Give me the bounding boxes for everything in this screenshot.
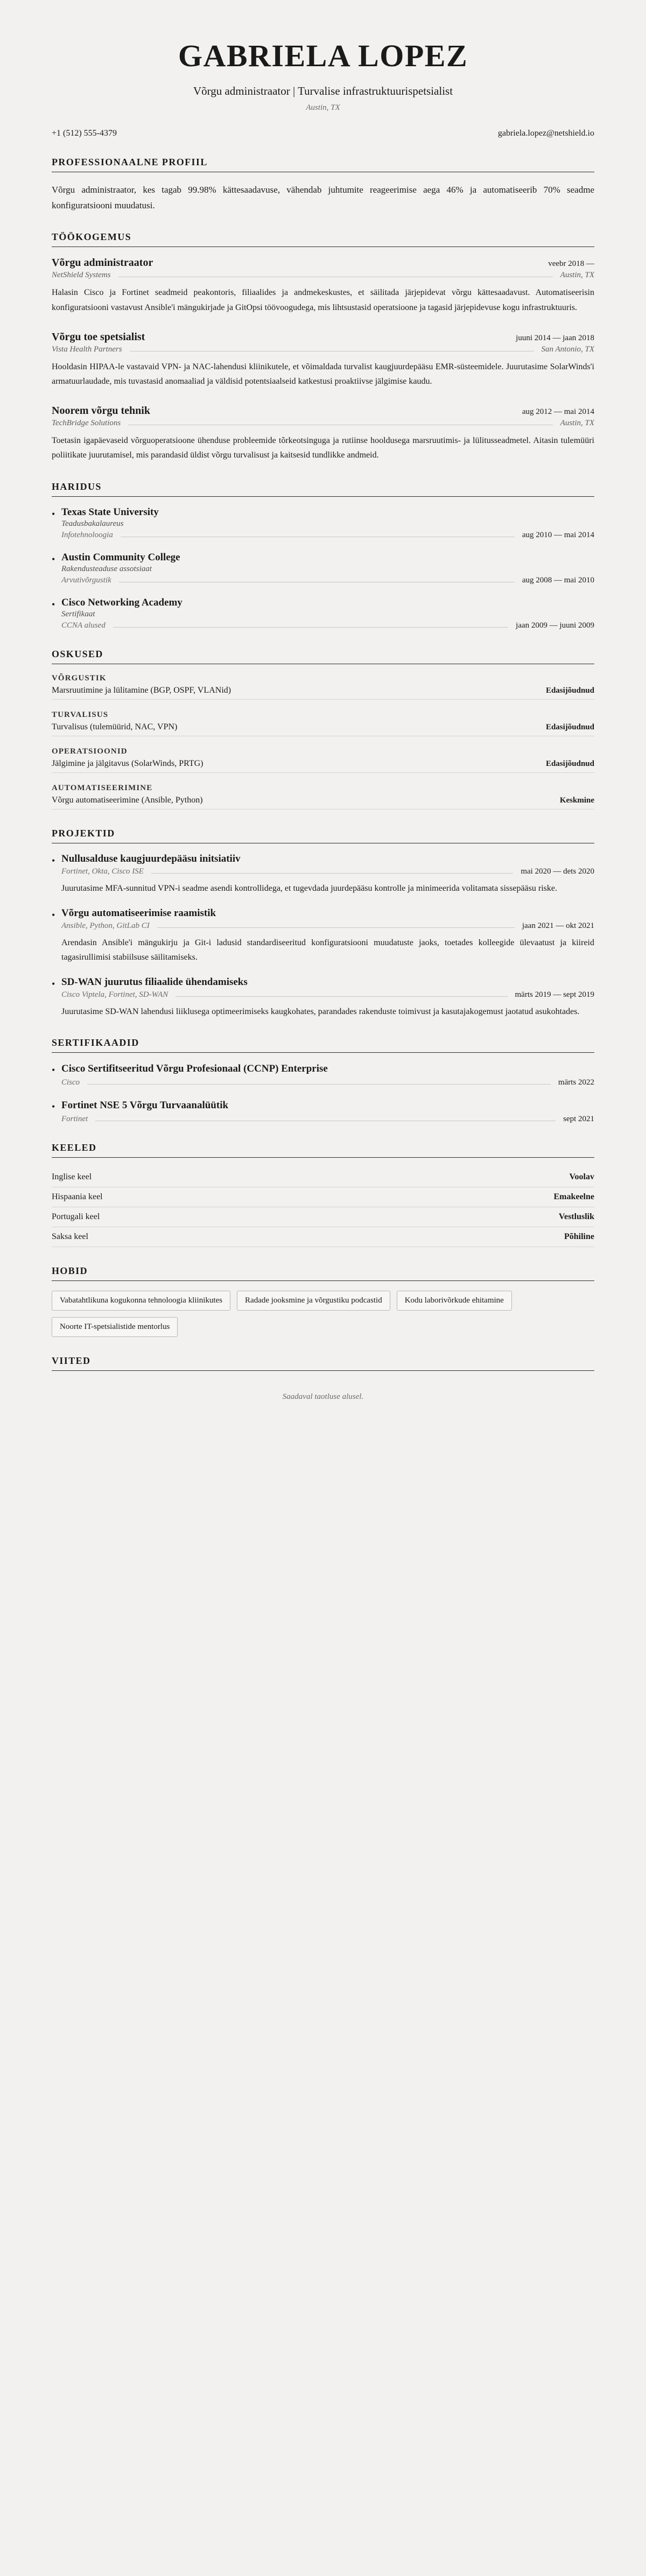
project-item: [52, 907, 594, 965]
job-title: Noorem võrgu tehnik: [52, 405, 150, 417]
job-location: San Antonio, TX: [541, 344, 594, 354]
job-dates: aug 2012 — mai 2014: [522, 407, 594, 417]
divider: [87, 1084, 551, 1085]
language-level: Põhiline: [564, 1231, 594, 1241]
section-title-projects: PROJEKTID: [52, 828, 594, 843]
experience-title-row: [52, 331, 594, 343]
experience-meta-row: [52, 419, 594, 428]
language-row: [52, 1187, 594, 1207]
divider: [157, 927, 515, 928]
bullet-icon: •: [52, 553, 55, 565]
education-field: Arvutivõrgustik: [61, 575, 111, 585]
skill-category: VÕRGUSTIK: [52, 673, 107, 682]
education-field: CCNA alused: [61, 621, 106, 630]
skill-level: Keskmine: [559, 796, 594, 805]
language-level: Voolav: [569, 1172, 594, 1181]
project-stack: Fortinet, Okta, Cisco ISE: [61, 867, 144, 876]
project-description: Juurutasime SD-WAN lahendusi liiklusega optimeerimiseks kaugkohates, parandades rakenduste toimivust ja kasutajakogemust jaotatud asukohtades.: [61, 1007, 580, 1017]
language-name: Hispaania keel: [52, 1192, 103, 1201]
language-name: Portugali keel: [52, 1212, 100, 1221]
project-description: Juurutasime MFA-sunnitud VPN-i seadme asendi kontrollidega, et tugevdada juurdepääsu kontrolle ja minimeerida volitamata sissepääsu riske.: [61, 883, 557, 893]
bullet-icon: •: [52, 1065, 55, 1076]
section-title-references: VIITED: [52, 1355, 594, 1371]
project-item: [52, 976, 594, 1019]
section-title-experience: TÖÖKOGEMUS: [52, 231, 594, 247]
section-title-certifications: SERTIFIKAADID: [52, 1037, 594, 1053]
project-dates: jaan 2021 — okt 2021: [522, 921, 594, 930]
skill-category: OPERATSIOONID: [52, 747, 128, 756]
phone-number: +1 (512) 555-4379: [52, 129, 117, 138]
skill-category: AUTOMATISEERIMINE: [52, 783, 153, 792]
section-title-skills: OSKUSED: [52, 649, 594, 664]
project-dates: mai 2020 — dets 2020: [521, 867, 594, 876]
education-dates: aug 2010 — mai 2014: [522, 530, 594, 539]
skill-level: Edasijõudnud: [545, 759, 594, 768]
section-title-education: HARIDUS: [52, 481, 594, 497]
job-description: Hooldasin HIPAA-le vastavaid VPN- ja NAC-lahendusi kliinikutele, et võimaldada turvalist kaugjuurdepääsu EMR-süsteemidele. Juurutasime SolarWinds'i armatuurlaudade, mis tuvastasid anomaaliad ja väldisid potentsiaalseid katkestusi proaktiivse jälgimise kaudu.: [52, 362, 594, 386]
project-title: Nullusalduse kaugjuurdepääsu initsiatiiv: [61, 853, 241, 864]
language-level: Vestluslik: [558, 1212, 594, 1221]
job-company: Vista Health Partners: [52, 344, 122, 354]
experience-item: [52, 405, 594, 462]
email-address: gabriela.lopez@netshield.io: [497, 129, 594, 138]
bullet-icon: •: [52, 599, 55, 610]
language-row: [52, 1227, 594, 1247]
job-title: Võrgu administraator: [52, 257, 153, 269]
section-hobbies: [52, 1265, 594, 1337]
skill-group: [52, 710, 594, 736]
section-languages: [52, 1142, 594, 1247]
section-references: [52, 1355, 594, 1402]
page-title: GABRIELA LOPEZ: [178, 38, 468, 73]
experience-meta-row: [52, 271, 594, 280]
project-title: SD-WAN juurutus filiaalide ühendamiseks: [61, 976, 248, 988]
experience-item: [52, 331, 594, 389]
skill-group: [52, 747, 594, 773]
hobby-chip: Kodu laborivõrkude ehitamine: [397, 1291, 512, 1311]
bullet-icon: •: [52, 1101, 55, 1113]
section-summary: [52, 157, 594, 213]
skill-name: Võrgu automatiseerimine (Ansible, Python): [52, 795, 203, 805]
skill-name: Turvalisus (tulemüürid, NAC, VPN): [52, 722, 178, 731]
skill-group: [52, 674, 594, 700]
language-row: [52, 1207, 594, 1227]
references-note: Saadaval taotluse alusel.: [282, 1392, 364, 1401]
project-stack: Cisco Viptela, Fortinet, SD-WAN: [61, 990, 168, 1000]
certification-issuer: Cisco: [61, 1078, 80, 1087]
education-degree: Sertifikaat: [61, 609, 95, 618]
hobby-chip: Radade jooksmine ja võrgustiku podcastid: [237, 1291, 390, 1311]
project-stack: Ansible, Python, GitLab CI: [61, 921, 150, 930]
experience-title-row: [52, 405, 594, 417]
certification-name: Fortinet NSE 5 Võrgu Turvaanalüütik: [61, 1100, 229, 1111]
job-company: TechBridge Solutions: [52, 419, 121, 428]
education-item: [52, 552, 594, 585]
language-name: Inglise keel: [52, 1172, 92, 1181]
job-description: Toetasin igapäevaseid võrguoperatsioone ühenduse probleemide tõrkeotsinguga ja rutiinse hooldusega marsruutimis- ja lülitusseadmetel. Aitasin tulemüüri poliitikate juurutamisel, mis parandasid üldist võrgu turvalisust ja kaitsesid tundlikke andmeid.: [52, 436, 594, 460]
bullet-icon: •: [52, 508, 55, 519]
skill-name: Marsruutimine ja lülitamine (BGP, OSPF, VLANid): [52, 685, 231, 695]
professional-headline: Võrgu administraator | Turvalise infrastruktuurispetsialist: [193, 85, 453, 97]
certification-item: [52, 1062, 594, 1087]
section-experience: [52, 231, 594, 462]
job-dates: juuni 2014 — jaan 2018: [516, 333, 594, 342]
job-company: NetShield Systems: [52, 271, 111, 280]
education-item: [52, 597, 594, 630]
hobby-chip-list: [52, 1291, 594, 1337]
education-degree: Teadusbakalaureus: [61, 519, 124, 528]
certification-issuer: Fortinet: [61, 1114, 88, 1123]
skill-name: Jälgimine ja jälgitavus (SolarWinds, PRTG): [52, 758, 203, 768]
skill-category: TURVALISUS: [52, 710, 109, 719]
section-title-summary: PROFESSIONAALNE PROFIIL: [52, 157, 594, 172]
project-description: Arendasin Ansible'i mängukirju ja Git-i ladusid standardiseeritud konfiguratsiooni muudatuste jaoks, toetades kolleegide ülevaatust ja kiireid tagasirullimisi stabiilsuse säilitamiseks.: [61, 938, 594, 962]
project-dates: märts 2019 — sept 2019: [515, 990, 594, 1000]
certification-date: märts 2022: [558, 1078, 594, 1087]
skill-group: [52, 784, 594, 810]
project-item: [52, 853, 594, 896]
hobby-chip: Vabatahtlikuna kogukonna tehnoloogia kliinikutes: [52, 1291, 230, 1311]
language-row: [52, 1167, 594, 1187]
job-description: Halasin Cisco ja Fortinet seadmeid peakontoris, filiaalides ja andmekeskustes, et säilitada järjepidevat võrgu kättesaadavust. Automatiseerisin konfiguratsiooni vastavust Ansible'i mängukirjade ja GitOpsi töövoogudega, mis lihtsustasid operatsioone ja tagasid järjepidevuse kogu infrastruktuuris.: [52, 288, 594, 312]
divider: [175, 996, 507, 997]
section-title-languages: KEELED: [52, 1142, 594, 1158]
education-field: Infotehnoloogia: [61, 530, 113, 539]
job-location: Austin, TX: [560, 271, 594, 280]
education-school: Austin Community College: [61, 551, 180, 563]
section-education: [52, 481, 594, 630]
job-dates: veebr 2018 —: [548, 259, 594, 269]
education-dates: jaan 2009 — juuni 2009: [516, 621, 594, 630]
contact-row: [52, 129, 594, 138]
experience-title-row: [52, 257, 594, 269]
certification-date: sept 2021: [563, 1114, 594, 1123]
language-name: Saksa keel: [52, 1231, 88, 1241]
skill-level: Edasijõudnud: [545, 722, 594, 731]
project-title: Võrgu automatiseerimise raamistik: [61, 907, 216, 919]
education-dates: aug 2008 — mai 2010: [522, 575, 594, 585]
certification-name: Cisco Sertifitseeritud Võrgu Profesionaal (CCNP) Enterprise: [61, 1063, 328, 1075]
divider: [113, 627, 508, 628]
job-title: Võrgu toe spetsialist: [52, 330, 145, 343]
skill-level: Edasijõudnud: [545, 686, 594, 695]
section-projects: [52, 828, 594, 1019]
header-location: Austin, TX: [306, 103, 340, 112]
job-location: Austin, TX: [560, 419, 594, 428]
experience-item: [52, 257, 594, 314]
education-school: Texas State University: [61, 506, 159, 518]
education-school: Cisco Networking Academy: [61, 596, 182, 608]
section-title-hobbies: HOBID: [52, 1265, 594, 1281]
bullet-icon: •: [52, 909, 55, 920]
bullet-icon: •: [52, 855, 55, 866]
section-skills: [52, 649, 594, 810]
experience-meta-row: [52, 345, 594, 354]
language-level: Emakeelne: [553, 1192, 594, 1201]
certification-item: [52, 1099, 594, 1124]
summary-text: Võrgu administraator, kes tagab 99.98% kättesaadavuse, vähendab juhtumite reageerimise aega 46% ja automatiseerib 70% seadme konfiguratsiooni muudatusi.: [52, 185, 594, 211]
section-certifications: [52, 1037, 594, 1123]
education-item: [52, 506, 594, 540]
divider: [151, 873, 513, 874]
education-degree: Rakendusteaduse assotsiaat: [61, 564, 152, 573]
bullet-icon: •: [52, 979, 55, 990]
resume-header: [52, 38, 594, 138]
hobby-chip: Noorte IT-spetsialistide mentorlus: [52, 1317, 178, 1337]
